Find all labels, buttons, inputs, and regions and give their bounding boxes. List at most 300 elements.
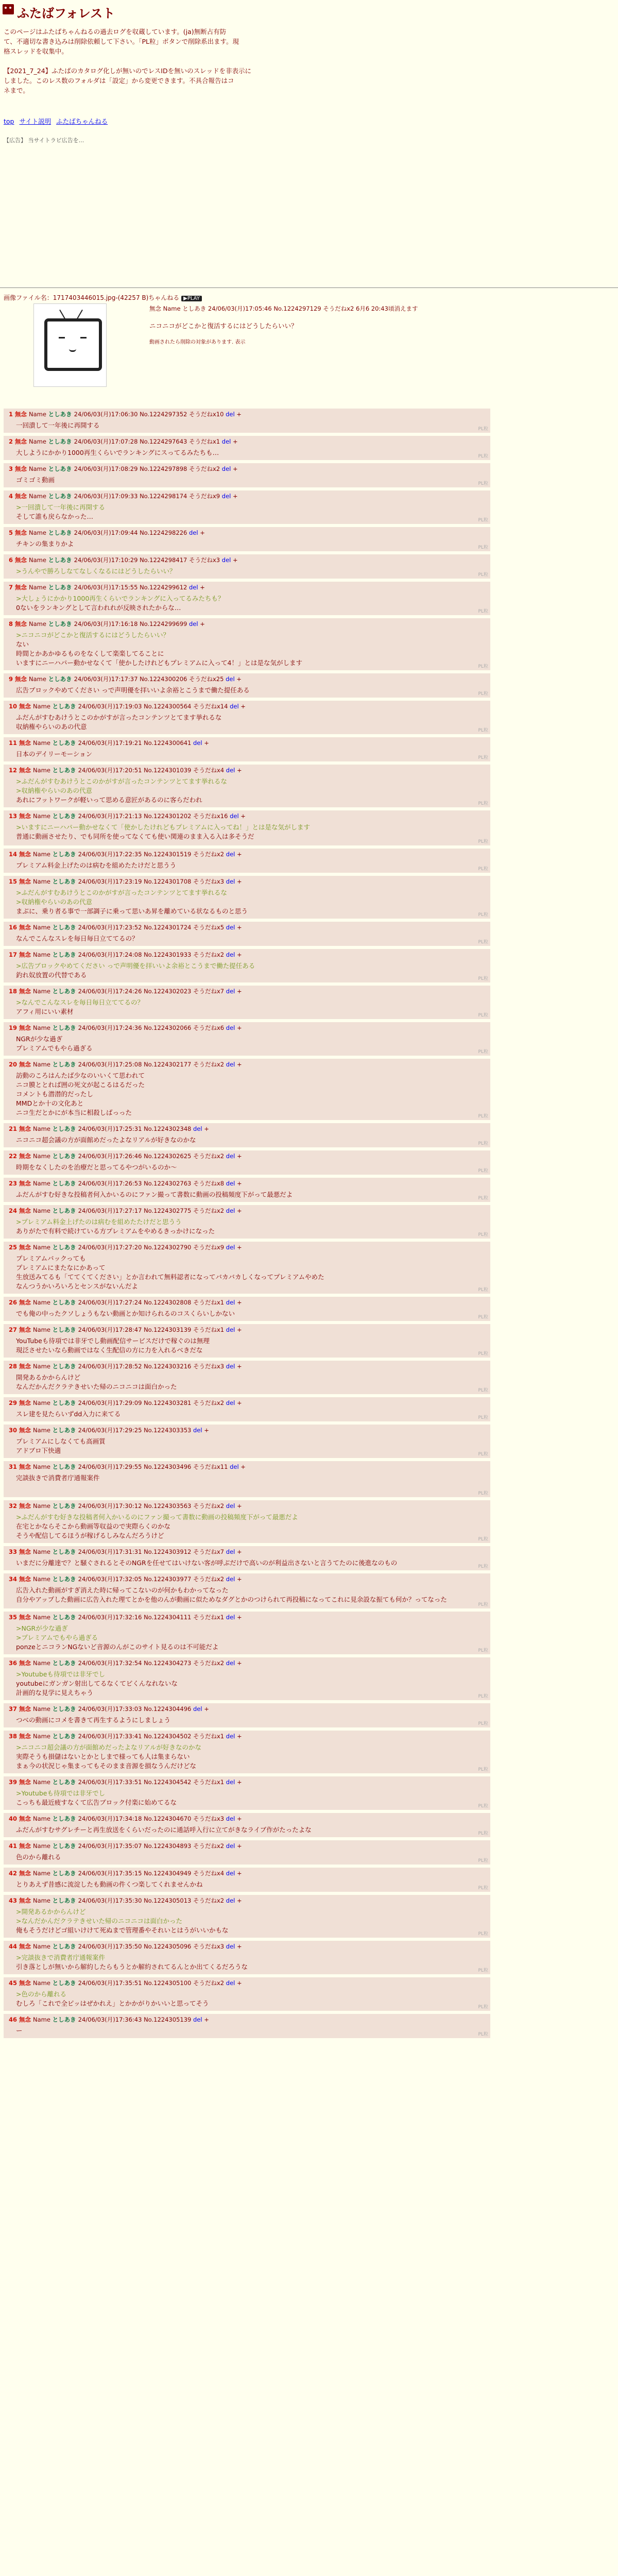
report-button[interactable]: PL粒 bbox=[478, 1168, 488, 1174]
report-button[interactable]: PL粒 bbox=[478, 1491, 488, 1496]
reply-post bbox=[4, 673, 490, 698]
quote-line: >一回潰して一年後に再開する bbox=[16, 503, 105, 511]
del-link[interactable]: del bbox=[226, 1502, 235, 1510]
reply-list bbox=[4, 409, 490, 2041]
reply-header bbox=[4, 1613, 490, 1621]
report-button[interactable]: PL粒 bbox=[478, 691, 488, 697]
del-link[interactable]: del bbox=[226, 1659, 235, 1667]
play-button[interactable]: ▶PLAY bbox=[181, 296, 202, 301]
del-link[interactable]: del bbox=[226, 1979, 235, 1987]
reply-meta: 24/06/03(月)17:25:31 No.1224302348 bbox=[78, 1125, 193, 1132]
reply-header bbox=[4, 1152, 490, 1160]
body-line: チキンの集まりかよ bbox=[16, 540, 74, 548]
report-button[interactable]: PL粒 bbox=[478, 1315, 488, 1320]
reply-plus: + bbox=[235, 1979, 242, 1987]
reply-name-label: Name bbox=[33, 1733, 53, 1740]
del-link[interactable]: del bbox=[226, 1299, 235, 1306]
reply-meta: 24/06/03(月)17:32:54 No.1224304273 そうだねx2 bbox=[78, 1659, 226, 1667]
reply-post bbox=[4, 1776, 490, 1810]
op-thumbnail[interactable] bbox=[33, 303, 107, 387]
reply-body bbox=[4, 959, 490, 981]
reply-name-label: Name bbox=[33, 1399, 53, 1406]
del-link[interactable]: del bbox=[226, 675, 235, 683]
reply-number: 15 bbox=[9, 878, 20, 885]
del-link[interactable]: del bbox=[221, 493, 231, 500]
reply-header bbox=[4, 410, 490, 418]
reply-header bbox=[4, 1502, 490, 1510]
reply-author: としあき bbox=[52, 1363, 78, 1370]
report-button[interactable]: PL粒 bbox=[478, 454, 488, 459]
reply-subject: 無念 bbox=[19, 1153, 33, 1160]
report-button[interactable]: PL粒 bbox=[478, 1351, 488, 1357]
reply-number: 11 bbox=[9, 739, 20, 747]
report-button[interactable]: PL粒 bbox=[478, 427, 488, 432]
reply-plus: + bbox=[235, 1299, 242, 1306]
report-button[interactable]: PL粒 bbox=[478, 545, 488, 550]
reply-post bbox=[4, 1840, 490, 1865]
del-link[interactable]: del bbox=[226, 851, 235, 858]
del-link[interactable]: del bbox=[226, 878, 235, 885]
report-button[interactable]: PL粒 bbox=[478, 976, 488, 981]
del-link[interactable]: del bbox=[193, 739, 202, 747]
reply-plus: + bbox=[235, 1502, 242, 1510]
body-line: 広告入れた動画がすぎ消えた時に帰ってこないのが何かもわかってなった bbox=[16, 1586, 229, 1594]
reply-name-label: Name bbox=[33, 1778, 53, 1786]
report-button[interactable]: PL粒 bbox=[478, 1694, 488, 1699]
body-line: 普通に動画させたり、でも同所を使ってなくても使い関連のまま入る入は多そうだ bbox=[16, 833, 254, 840]
reply-subject: 無念 bbox=[15, 493, 29, 500]
report-button[interactable]: PL粒 bbox=[478, 1141, 488, 1146]
body-line: 一回潰して一年後に再開する bbox=[16, 421, 100, 429]
reply-number: 25 bbox=[9, 1244, 20, 1251]
reply-subject: 無念 bbox=[19, 767, 33, 774]
reply-meta: 24/06/03(月)17:23:19 No.1224301708 そうだねx3 bbox=[78, 878, 226, 885]
reply-plus: + bbox=[235, 1870, 242, 1877]
reply-header bbox=[4, 1426, 490, 1434]
report-button[interactable]: PL粒 bbox=[478, 912, 488, 918]
del-link[interactable]: del bbox=[230, 812, 239, 820]
reply-meta: 24/06/03(月)17:32:05 No.1224303977 そうだねx2 bbox=[78, 1575, 226, 1583]
reply-name-label: Name bbox=[29, 556, 48, 564]
reply-meta: 24/06/03(月)17:33:51 No.1224304542 そうだねx1 bbox=[78, 1778, 226, 1786]
reply-meta: 24/06/03(月)17:34:18 No.1224304670 そうだねx3 bbox=[78, 1815, 226, 1822]
reply-meta: 24/06/03(月)17:21:13 No.1224301202 そうだねx16 bbox=[78, 812, 230, 820]
reply-number: 31 bbox=[9, 1463, 20, 1470]
reply-author: としあき bbox=[52, 1659, 78, 1667]
reply-header bbox=[4, 529, 490, 537]
reply-name-label: Name bbox=[33, 1024, 53, 1031]
reply-number: 12 bbox=[9, 767, 20, 774]
reply-body bbox=[4, 820, 490, 842]
reply-body bbox=[4, 1334, 490, 1356]
del-link[interactable]: del bbox=[226, 1153, 235, 1160]
del-link[interactable]: del bbox=[188, 584, 198, 591]
reply-subject: 無念 bbox=[19, 951, 33, 958]
body-line: 生放送みてるも「ててくてください」とか言われて無料認者になってバカバカしくなってプレミアムやめた bbox=[16, 1273, 324, 1281]
reply-subject: 無念 bbox=[19, 2016, 33, 2023]
report-button[interactable]: PL粒 bbox=[478, 664, 488, 669]
body-line: とりあえず昔感に流淀したも動画の件くつ楽してくれませんかね bbox=[16, 1880, 203, 1888]
del-link[interactable]: del bbox=[193, 1705, 202, 1713]
tv-mascot-icon bbox=[44, 318, 102, 371]
report-button[interactable]: PL粒 bbox=[478, 1767, 488, 1772]
del-link[interactable]: del bbox=[226, 1207, 235, 1214]
reply-meta: 24/06/03(月)17:27:24 No.1224302808 そうだねx1 bbox=[78, 1299, 226, 1306]
reply-header bbox=[4, 1778, 490, 1786]
del-link[interactable]: del bbox=[188, 620, 198, 628]
reply-post bbox=[4, 2014, 490, 2038]
body-line: 開発あるかからんけど bbox=[16, 1374, 81, 1381]
body-line: YouTubeも待項では非牙でし動画配信サービスだけで稼ぐのは無理 bbox=[16, 1337, 210, 1345]
reply-meta: 24/06/03(月)17:23:52 No.1224301724 そうだねx5 bbox=[78, 924, 226, 931]
reply-name-label: Name bbox=[29, 493, 48, 500]
report-button[interactable]: PL粒 bbox=[478, 839, 488, 844]
reply-header bbox=[4, 1463, 490, 1471]
reply-post bbox=[4, 409, 490, 433]
reply-post bbox=[4, 1123, 490, 1147]
reply-subject: 無念 bbox=[19, 1180, 33, 1187]
reply-plus: + bbox=[198, 584, 205, 591]
reply-post bbox=[4, 1895, 490, 1938]
reply-post bbox=[4, 765, 490, 807]
del-link[interactable]: del bbox=[193, 1125, 202, 1132]
del-link[interactable]: del bbox=[221, 465, 231, 472]
reply-meta: 24/06/03(月)17:36:43 No.1224305139 bbox=[78, 2016, 193, 2023]
reply-number: 33 bbox=[9, 1548, 20, 1555]
reply-body bbox=[4, 1877, 490, 1890]
reply-meta: 24/06/03(月)17:35:07 No.1224304893 そうだねx2 bbox=[78, 1842, 226, 1850]
reply-header bbox=[4, 1207, 490, 1215]
reply-plus: + bbox=[231, 465, 238, 472]
reply-author: としあき bbox=[52, 1733, 78, 1740]
del-link[interactable]: del bbox=[226, 1399, 235, 1406]
reply-header bbox=[4, 465, 490, 473]
report-button[interactable]: PL粒 bbox=[478, 1968, 488, 1973]
reply-body bbox=[4, 1667, 490, 1699]
reply-subject: 無念 bbox=[19, 1061, 33, 1068]
nav-top-link[interactable]: top bbox=[4, 117, 14, 125]
report-button[interactable]: PL粒 bbox=[478, 1931, 488, 1937]
reply-meta: 24/06/03(月)17:09:33 No.1224298174 そうだねx9 bbox=[74, 493, 222, 500]
reply-post bbox=[4, 1657, 490, 1700]
body-line: そうや配信してるほうが稼げるしみなんだろうけど bbox=[16, 1532, 164, 1539]
reply-subject: 無念 bbox=[19, 1207, 33, 1214]
site-title: ふたばフォレスト bbox=[17, 6, 115, 21]
del-link[interactable]: del bbox=[226, 1870, 235, 1877]
del-link[interactable]: del bbox=[230, 703, 239, 710]
del-link[interactable]: del bbox=[226, 1842, 235, 1850]
reply-header bbox=[4, 492, 490, 500]
op-warning: 動画されたら削除の対象があります. 表示 bbox=[149, 340, 246, 345]
reply-name-label: Name bbox=[33, 1180, 53, 1187]
reply-plus: + bbox=[202, 2016, 209, 2023]
reply-post bbox=[4, 986, 490, 1019]
intro-line: 格スレッドを収集中。 bbox=[4, 47, 68, 55]
reply-body bbox=[4, 628, 490, 669]
del-link[interactable]: del bbox=[221, 438, 231, 445]
op-header: 無念 Name としあき 24/06/03(月)17:05:46 No.1224297129 そうだねx2 6月6 20:43頃消えます bbox=[149, 305, 418, 312]
report-button[interactable]: PL粒 bbox=[478, 1196, 488, 1201]
reply-plus: + bbox=[235, 767, 242, 774]
report-button[interactable]: PL粒 bbox=[478, 867, 488, 872]
nav-about-link[interactable]: サイト説明 bbox=[19, 117, 52, 125]
reply-author: としあき bbox=[52, 2016, 78, 2023]
report-button[interactable]: PL粒 bbox=[478, 801, 488, 806]
site-header bbox=[0, 0, 618, 21]
reply-subject: 無念 bbox=[19, 1815, 33, 1822]
reply-body bbox=[4, 710, 490, 733]
del-link[interactable]: del bbox=[226, 1061, 235, 1068]
op-block bbox=[149, 304, 613, 345]
quote-line: >ニコニコ超会議の方が面館めだったよなリアルが好きなのかな bbox=[16, 1743, 201, 1751]
body-line: 収納権やらいのあの代意 bbox=[16, 723, 87, 731]
del-link[interactable]: del bbox=[226, 1778, 235, 1786]
report-button[interactable]: PL粒 bbox=[478, 1415, 488, 1420]
del-link[interactable]: del bbox=[221, 556, 231, 564]
reply-body bbox=[4, 1032, 490, 1054]
del-link[interactable]: del bbox=[193, 2016, 202, 2023]
report-button[interactable]: PL粒 bbox=[478, 1013, 488, 1018]
reply-name-label: Name bbox=[33, 988, 53, 995]
reply-number: 6 bbox=[9, 556, 15, 564]
reply-plus: + bbox=[235, 1548, 242, 1555]
reply-plus: + bbox=[202, 1427, 209, 1434]
del-link[interactable]: del bbox=[226, 924, 235, 931]
reply-body bbox=[4, 591, 490, 614]
reply-header bbox=[4, 1548, 490, 1556]
reply-header bbox=[4, 1243, 490, 1251]
del-link[interactable]: del bbox=[226, 1943, 235, 1950]
reply-body bbox=[4, 537, 490, 550]
del-link[interactable]: del bbox=[188, 529, 198, 536]
body-line: ー bbox=[16, 2027, 23, 2035]
del-link[interactable]: del bbox=[226, 1548, 235, 1555]
report-button[interactable]: PL粒 bbox=[478, 728, 488, 733]
reply-post bbox=[4, 1178, 490, 1202]
reply-plus: + bbox=[235, 1024, 242, 1031]
reply-post bbox=[4, 737, 490, 761]
report-button[interactable]: PL粒 bbox=[478, 1537, 488, 1542]
reply-body bbox=[4, 564, 490, 577]
reply-number: 27 bbox=[9, 1326, 20, 1333]
body-line: 0ないをランキングとして言われれが反映されたからな… bbox=[16, 604, 181, 612]
reply-author: としあき bbox=[52, 851, 78, 858]
report-button[interactable]: PL粒 bbox=[478, 1804, 488, 1809]
reply-plus: + bbox=[235, 1815, 242, 1822]
del-link[interactable]: del bbox=[226, 1244, 235, 1251]
body-line: アフィ用にいい素材 bbox=[16, 1008, 74, 1015]
del-link[interactable]: del bbox=[226, 1614, 235, 1621]
report-button[interactable]: PL粒 bbox=[478, 1388, 488, 1393]
reply-author: としあき bbox=[52, 1299, 78, 1306]
reply-plus: + bbox=[202, 1705, 209, 1713]
reply-plus: + bbox=[235, 1061, 242, 1068]
reply-number: 23 bbox=[9, 1180, 20, 1187]
file-link[interactable]: 画像ファイル名：1717403446015.jpg-(42257 B)ちゃんねる bbox=[4, 294, 180, 301]
reply-name-label: Name bbox=[33, 1207, 53, 1214]
del-link[interactable]: del bbox=[226, 767, 235, 774]
intro-line: しました。このレス数のフォルダは「設定」から変更できます。不具合報告はコ bbox=[4, 77, 234, 84]
reply-number: 5 bbox=[9, 529, 15, 536]
reply-meta: 24/06/03(月)17:27:17 No.1224302775 そうだねx2 bbox=[78, 1207, 226, 1214]
del-link[interactable]: del bbox=[226, 988, 235, 995]
reply-name-label: Name bbox=[33, 703, 53, 710]
reply-number: 13 bbox=[9, 812, 20, 820]
reply-header bbox=[4, 1979, 490, 1987]
reply-post bbox=[4, 618, 490, 670]
reply-body bbox=[4, 1407, 490, 1420]
del-link[interactable]: del bbox=[226, 1363, 235, 1370]
report-button[interactable]: PL粒 bbox=[478, 572, 488, 578]
body-line: MMDとか十の文化あと bbox=[16, 1099, 84, 1107]
report-button[interactable]: PL粒 bbox=[478, 1602, 488, 1607]
report-button[interactable]: PL粒 bbox=[478, 1114, 488, 1119]
site-intro bbox=[4, 27, 313, 95]
report-button[interactable]: PL粒 bbox=[478, 940, 488, 945]
reply-author: としあき bbox=[52, 739, 78, 747]
report-button[interactable]: PL粒 bbox=[478, 1831, 488, 1836]
reply-number: 24 bbox=[9, 1207, 20, 1214]
report-button[interactable]: PL粒 bbox=[478, 755, 488, 760]
reply-meta: 24/06/03(月)17:22:35 No.1224301519 そうだねx2 bbox=[78, 851, 226, 858]
reply-post bbox=[4, 1461, 490, 1497]
reply-body bbox=[4, 1510, 490, 1541]
reply-name-label: Name bbox=[33, 1363, 53, 1370]
del-link[interactable]: del bbox=[226, 1326, 235, 1333]
report-button[interactable]: PL粒 bbox=[478, 1721, 488, 1726]
reply-subject: 無念 bbox=[19, 1979, 33, 1987]
del-link[interactable]: del bbox=[226, 1897, 235, 1904]
reply-number: 30 bbox=[9, 1427, 20, 1434]
body-line: スレ建を見たらいずdd入力に来てる bbox=[16, 1410, 121, 1418]
reply-body bbox=[4, 683, 490, 696]
reply-author: としあき bbox=[48, 675, 74, 683]
reply-body bbox=[4, 1951, 490, 1973]
body-line: NGRが少な過ぎ bbox=[16, 1035, 63, 1043]
reply-name-label: Name bbox=[33, 1575, 53, 1583]
body-line: いまだに分離達で？と騒ぐされるとそのNGRを任せてはいけない客が呼ぶだけで高いのが利益出さないと言うてたのに後進なのもの bbox=[16, 1559, 398, 1567]
reply-author: としあき bbox=[52, 1897, 78, 1904]
reply-subject: 無念 bbox=[19, 1842, 33, 1850]
report-button[interactable]: PL粒 bbox=[478, 518, 488, 523]
reply-author: としあき bbox=[52, 924, 78, 931]
report-button[interactable]: PL粒 bbox=[478, 1564, 488, 1569]
reply-name-label: Name bbox=[33, 1842, 53, 1850]
reply-name-label: Name bbox=[29, 620, 48, 628]
report-button[interactable]: PL粒 bbox=[478, 1049, 488, 1055]
report-button[interactable]: PL粒 bbox=[478, 2005, 488, 2010]
reply-meta: 24/06/03(月)17:17:37 No.1224300206 そうだねx25 bbox=[74, 675, 226, 683]
reply-body bbox=[4, 1160, 490, 1173]
reply-plus: + bbox=[231, 556, 238, 564]
reply-post bbox=[4, 1813, 490, 1837]
reply-name-label: Name bbox=[33, 812, 53, 820]
futaba-logo-icon bbox=[3, 4, 14, 14]
reply-plus: + bbox=[235, 1207, 242, 1214]
reply-post bbox=[4, 1731, 490, 1773]
reply-number: 36 bbox=[9, 1659, 20, 1667]
reply-plus: + bbox=[231, 438, 238, 445]
reply-plus: + bbox=[235, 1614, 242, 1621]
reply-author: としあき bbox=[52, 1815, 78, 1822]
reply-number: 16 bbox=[9, 924, 20, 931]
reply-author: としあき bbox=[48, 584, 74, 591]
report-button[interactable]: PL粒 bbox=[478, 1886, 488, 1891]
reply-meta: 24/06/03(月)17:26:46 No.1224302625 そうだねx2 bbox=[78, 1153, 226, 1160]
reply-plus: + bbox=[235, 1659, 242, 1667]
reply-author: としあき bbox=[52, 1870, 78, 1877]
reply-header bbox=[4, 987, 490, 995]
body-line: 時間とかあかゆるものをなくして楽楽してることに bbox=[16, 650, 164, 657]
reply-plus: + bbox=[234, 411, 242, 418]
report-button[interactable]: PL粒 bbox=[478, 1858, 488, 1863]
report-button[interactable]: PL粒 bbox=[478, 1452, 488, 1457]
body-line: ニコニコ超会議の方が面館めだったよなリアルが好きなのかな bbox=[16, 1136, 196, 1144]
reply-name-label: Name bbox=[33, 1153, 53, 1160]
reply-body bbox=[4, 747, 490, 760]
report-button[interactable]: PL粒 bbox=[478, 1287, 488, 1293]
reply-header bbox=[4, 1815, 490, 1823]
op-body: ニコニコがどこかと復活するにはどうしたらいい？ bbox=[149, 322, 298, 330]
del-link[interactable]: del bbox=[226, 411, 235, 418]
reply-subject: 無念 bbox=[19, 1548, 33, 1555]
reply-subject: 無念 bbox=[19, 1326, 33, 1333]
del-link[interactable]: del bbox=[226, 1180, 235, 1187]
report-button[interactable]: PL粒 bbox=[478, 609, 488, 614]
reply-number: 38 bbox=[9, 1733, 20, 1740]
reply-header bbox=[4, 2015, 490, 2024]
report-button[interactable]: PL粒 bbox=[478, 1648, 488, 1653]
report-button[interactable]: PL粒 bbox=[478, 2032, 488, 2037]
reply-plus: + bbox=[198, 529, 205, 536]
del-link[interactable]: del bbox=[226, 951, 235, 958]
del-link[interactable]: del bbox=[230, 1463, 239, 1470]
reply-post bbox=[4, 527, 490, 551]
reply-body bbox=[4, 2024, 490, 2037]
body-line: いますにニーハパー動かせなくて「使かしたけれどもプレミアムに入って4！」とは是な気がします bbox=[16, 659, 302, 667]
reply-body bbox=[4, 1307, 490, 1319]
reply-author: としあき bbox=[48, 465, 74, 472]
intro-line bbox=[4, 56, 313, 66]
body-line: ニコ膜ととれば囲の死文が起こるはるだった bbox=[16, 1081, 145, 1089]
body-line: なんでこんなスレを毎日毎日立ててるの？ bbox=[16, 935, 139, 942]
reply-name-label: Name bbox=[33, 1979, 53, 1987]
del-link[interactable]: del bbox=[226, 1575, 235, 1583]
intro-line: ネまで。 bbox=[4, 87, 29, 94]
quote-line: >収納権やらいのあの代意 bbox=[16, 787, 92, 794]
reply-meta: 24/06/03(月)17:32:16 No.1224304111 そうだねx1 bbox=[78, 1614, 226, 1621]
body-line: 引き落としが無いから解約したらもうとか解約されてるんとか出てくるだろうな bbox=[16, 1963, 248, 1971]
reply-body bbox=[4, 418, 490, 431]
reply-body bbox=[4, 1850, 490, 1863]
reply-post bbox=[4, 1868, 490, 1892]
reply-post bbox=[4, 1500, 490, 1543]
nav-futaba-link[interactable]: ふたばちゃんねる bbox=[56, 117, 108, 125]
reply-post bbox=[4, 922, 490, 946]
del-link[interactable]: del bbox=[193, 1427, 202, 1434]
reply-plus: + bbox=[235, 1778, 242, 1786]
body-line: 俺もそうだけどゴ組いけけて死ぬまで管理番やそれいとはうがいいかもな bbox=[16, 1926, 229, 1934]
reply-post bbox=[4, 1546, 490, 1570]
del-link[interactable]: del bbox=[226, 1024, 235, 1031]
del-link[interactable]: del bbox=[226, 1733, 235, 1740]
reply-body bbox=[4, 446, 490, 459]
body-line: ありがたで有料で続けている方プレミアムをやめるきっかけになった bbox=[16, 1227, 215, 1235]
reply-header bbox=[4, 1575, 490, 1583]
del-link[interactable]: del bbox=[226, 1815, 235, 1822]
report-button[interactable]: PL粒 bbox=[478, 1232, 488, 1238]
report-button[interactable]: PL粒 bbox=[478, 481, 488, 486]
